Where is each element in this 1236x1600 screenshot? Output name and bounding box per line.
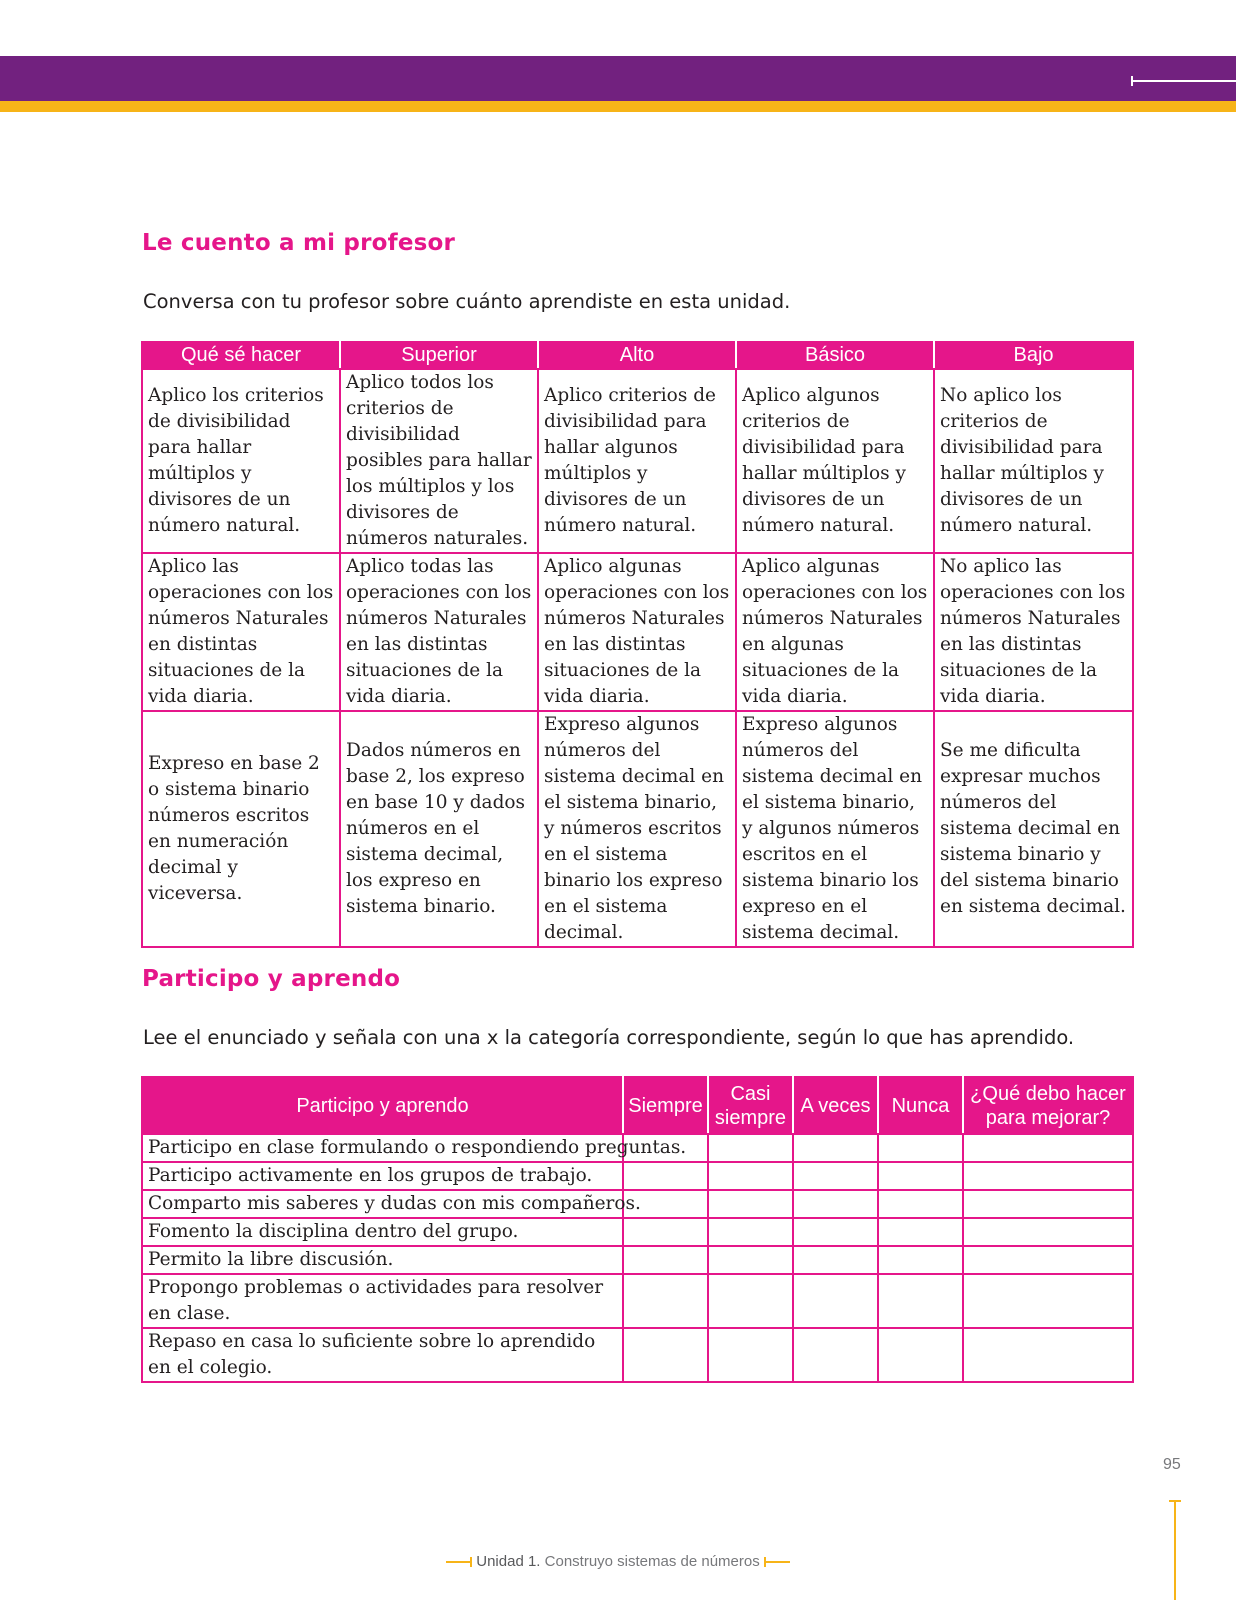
rubric-cell: Expreso algunos números del sistema decimal en el sistema binario, y números escritos en el sistema binario los expreso en el sistema decimal. — [538, 711, 736, 947]
participation-row — [142, 1274, 1133, 1328]
checkbox-cell-a-veces[interactable] — [793, 1134, 878, 1162]
participation-statement: Permito la libre discusión. — [142, 1246, 623, 1274]
participation-row — [142, 1162, 1133, 1190]
checkbox-cell-siempre[interactable] — [623, 1162, 708, 1190]
rubric-cell: Aplico algunas operaciones con los números Naturales en algunas situaciones de la vida diaria. — [736, 553, 934, 711]
checkbox-cell-nunca[interactable] — [878, 1190, 963, 1218]
participation-statement: Comparto mis saberes y dudas con mis compañeros. — [142, 1190, 623, 1218]
rubric-table — [141, 341, 1134, 948]
rubric-cell: Aplico los criterios de divisibilidad para hallar múltiplos y divisores de un número natural. — [142, 369, 340, 553]
rubric-cell: Aplico todas las operaciones con los números Naturales en las distintas situaciones de la vida diaria. — [340, 553, 538, 711]
page-number: 95 — [1163, 1456, 1181, 1473]
improvement-cell[interactable] — [963, 1162, 1133, 1190]
participation-header-cell: ¿Qué debo hacer para mejorar? — [963, 1077, 1133, 1134]
footer-rule-left — [446, 1561, 472, 1563]
checkbox-cell-casi-siempre[interactable] — [708, 1246, 793, 1274]
rubric-header-cell: Básico — [736, 342, 934, 369]
rubric-cell: Aplico criterios de divisibilidad para hallar algunos múltiplos y divisores de un número natural. — [538, 369, 736, 553]
rubric-cell: Dados números en base 2, los expreso en base 10 y dados números en el sistema decimal, los expreso en sistema binario. — [340, 711, 538, 947]
section-intro-participo: Lee el enunciado y señala con una x la categoría correspondiente, según lo que has aprendido. — [143, 1026, 1075, 1049]
rubric-cell: No aplico los criterios de divisibilidad para hallar múltiplos y divisores de un número natural. — [934, 369, 1133, 553]
rubric-cell: Expreso en base 2 o sistema binario números escritos en numeración decimal y viceversa. — [142, 711, 340, 947]
participation-row — [142, 1246, 1133, 1274]
participation-header-cell: Nunca — [878, 1077, 963, 1134]
section-title-le-cuento: Le cuento a mi profesor — [142, 230, 456, 256]
participation-statement: Fomento la disciplina dentro del grupo. — [142, 1218, 623, 1246]
checkbox-cell-nunca[interactable] — [878, 1328, 963, 1382]
rubric-cell: Aplico todos los criterios de divisibilidad posibles para hallar los múltiplos y los divisores de números naturales. — [340, 369, 538, 553]
header-rule — [1132, 80, 1236, 82]
checkbox-cell-nunca[interactable] — [878, 1162, 963, 1190]
checkbox-cell-casi-siempre[interactable] — [708, 1190, 793, 1218]
rubric-cell: No aplico las operaciones con los números Naturales en las distintas situaciones de la vida diaria. — [934, 553, 1133, 711]
participation-header-cell: Casi siempre — [708, 1077, 793, 1134]
checkbox-cell-a-veces[interactable] — [793, 1246, 878, 1274]
rubric-cell: Expreso algunos números del sistema decimal en el sistema binario, y algunos números escritos en el sistema binario los expreso en el sistema decimal. — [736, 711, 934, 947]
rubric-row — [142, 553, 1133, 711]
rubric-header-cell: Alto — [538, 342, 736, 369]
checkbox-cell-siempre[interactable] — [623, 1218, 708, 1246]
participation-header-cell: A veces — [793, 1077, 878, 1134]
footer-title: Construyo sistemas de números — [544, 1553, 760, 1570]
checkbox-cell-casi-siempre[interactable] — [708, 1328, 793, 1382]
section-title-participo: Participo y aprendo — [142, 966, 401, 992]
checkbox-cell-siempre[interactable] — [623, 1274, 708, 1328]
checkbox-cell-casi-siempre[interactable] — [708, 1162, 793, 1190]
checkbox-cell-casi-siempre[interactable] — [708, 1134, 793, 1162]
rubric-cell: Aplico algunas operaciones con los números Naturales en las distintas situaciones de la vida diaria. — [538, 553, 736, 711]
checkbox-cell-a-veces[interactable] — [793, 1274, 878, 1328]
participation-row — [142, 1328, 1133, 1382]
rubric-header-cell: Superior — [340, 342, 538, 369]
section-intro-le-cuento: Conversa con tu profesor sobre cuánto aprendiste en esta unidad. — [143, 290, 791, 313]
participation-header-cell: Participo y aprendo — [142, 1077, 623, 1134]
participation-row — [142, 1190, 1133, 1218]
participation-header-cell: Siempre — [623, 1077, 708, 1134]
participation-header-row — [142, 1077, 1133, 1134]
rubric-row — [142, 369, 1133, 553]
improvement-cell[interactable] — [963, 1274, 1133, 1328]
checkbox-cell-nunca[interactable] — [878, 1246, 963, 1274]
checkbox-cell-a-veces[interactable] — [793, 1218, 878, 1246]
checkbox-cell-casi-siempre[interactable] — [708, 1274, 793, 1328]
checkbox-cell-a-veces[interactable] — [793, 1328, 878, 1382]
side-rule-tick — [1169, 1500, 1181, 1502]
side-rule — [1174, 1500, 1176, 1600]
rubric-cell: Se me dificulta expresar muchos números del sistema decimal en sistema binario y del sistema binario en sistema decimal. — [934, 711, 1133, 947]
improvement-cell[interactable] — [963, 1134, 1133, 1162]
participation-row — [142, 1218, 1133, 1246]
footer — [0, 1553, 1236, 1570]
footer-rule-right — [764, 1561, 790, 1563]
improvement-cell[interactable] — [963, 1190, 1133, 1218]
checkbox-cell-nunca[interactable] — [878, 1218, 963, 1246]
checkbox-cell-nunca[interactable] — [878, 1134, 963, 1162]
rubric-header-row — [142, 342, 1133, 369]
footer-unit: Unidad 1. — [476, 1553, 541, 1570]
rubric-cell: Aplico algunos criterios de divisibilidad para hallar múltiplos y divisores de un número natural. — [736, 369, 934, 553]
header-stripe — [0, 101, 1236, 112]
rubric-header-cell: Qué sé hacer — [142, 342, 340, 369]
improvement-cell[interactable] — [963, 1246, 1133, 1274]
participation-statement: Propongo problemas o actividades para resolver en clase. — [142, 1274, 623, 1328]
checkbox-cell-nunca[interactable] — [878, 1274, 963, 1328]
participation-statement: Participo en clase formulando o respondiendo preguntas. — [142, 1134, 623, 1162]
checkbox-cell-siempre[interactable] — [623, 1328, 708, 1382]
rubric-header-cell: Bajo — [934, 342, 1133, 369]
checkbox-cell-casi-siempre[interactable] — [708, 1218, 793, 1246]
improvement-cell[interactable] — [963, 1328, 1133, 1382]
participation-row — [142, 1134, 1133, 1162]
checkbox-cell-a-veces[interactable] — [793, 1162, 878, 1190]
rubric-cell: Aplico las operaciones con los números Naturales en distintas situaciones de la vida diaria. — [142, 553, 340, 711]
header-rule-tick — [1131, 76, 1133, 86]
checkbox-cell-a-veces[interactable] — [793, 1190, 878, 1218]
participation-statement: Participo activamente en los grupos de trabajo. — [142, 1162, 623, 1190]
rubric-row — [142, 711, 1133, 947]
improvement-cell[interactable] — [963, 1218, 1133, 1246]
checkbox-cell-siempre[interactable] — [623, 1246, 708, 1274]
participation-statement: Repaso en casa lo suficiente sobre lo aprendido en el colegio. — [142, 1328, 623, 1382]
header-band — [0, 56, 1236, 101]
participation-table — [141, 1076, 1134, 1383]
